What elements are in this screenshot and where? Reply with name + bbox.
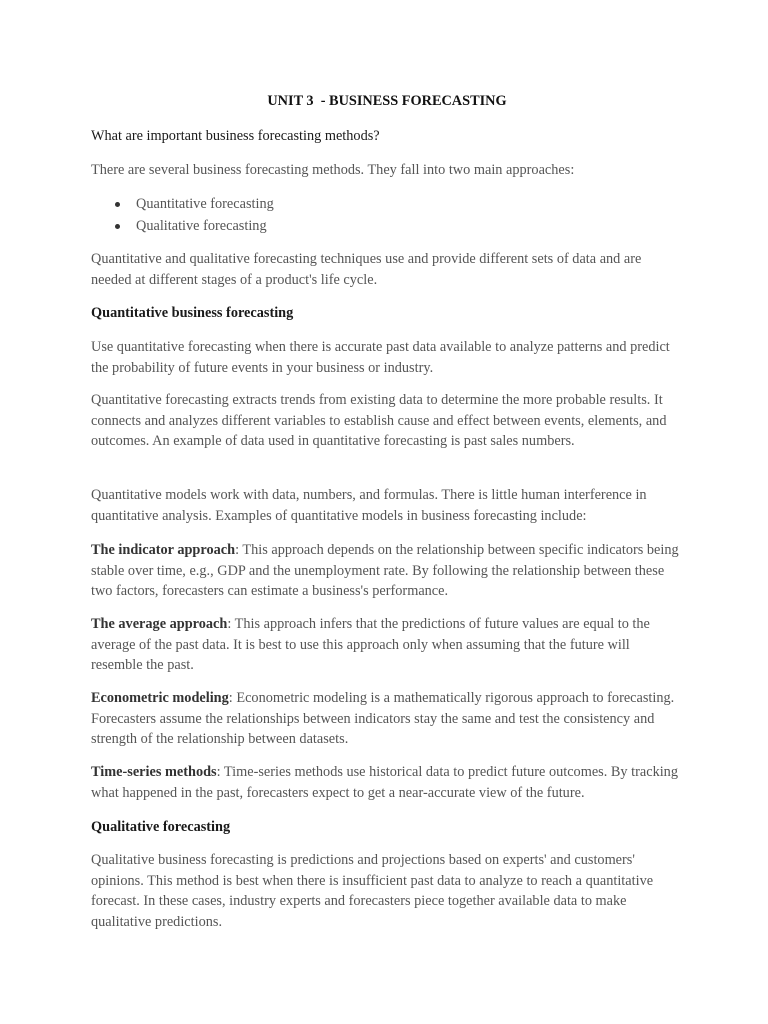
model-term: Time-series methods: [91, 764, 217, 780]
document-title: UNIT 3 - BUSINESS FORECASTING: [267, 93, 507, 109]
model-term: The average approach: [91, 616, 228, 632]
bullet-icon: [115, 224, 120, 229]
list-item: [91, 193, 274, 215]
model-average-approach: [91, 614, 683, 676]
quantitative-paragraph-1: Use quantitative forecasting when there is accurate past data available to analyze patterns and predict the probability of future events in your business or industry.: [91, 339, 670, 376]
intro-paragraph: There are several business forecasting methods. They fall into two main approaches:: [91, 162, 575, 178]
overview-paragraph: Quantitative and qualitative forecasting techniques use and provide different sets of data and are needed at different stages of a product's life cycle.: [91, 251, 642, 288]
model-indicator-approach: [91, 540, 683, 602]
list-item: [91, 215, 274, 237]
bullet-icon: [115, 202, 120, 207]
list-item-label: Qualitative forecasting: [136, 218, 267, 234]
question-heading: What are important business forecasting methods?: [91, 128, 380, 144]
quantitative-heading: Quantitative business forecasting: [91, 305, 294, 321]
model-description: : Time-series methods use historical data to predict future outcomes. By tracking what happened in the past, forecasters expect to get a near-accurate view of the future.: [91, 764, 678, 801]
quantitative-paragraph-3: Quantitative models work with data, numbers, and formulas. There is little human interference in quantitative analysis. Examples of quantitative models in business forecasting include:: [91, 487, 647, 524]
qualitative-paragraph-1: Qualitative business forecasting is predictions and projections based on experts' and customers' opinions. This method is best when there is insufficient past data to analyze to reach a quantitative forecast. In these cases, industry experts and forecasters piece together available data to make qualitative predictions.: [91, 852, 654, 930]
model-description: : This approach infers that the predictions of future values are equal to the average of the past data. It is best to use this approach only when assuming that the future will resemble the past.: [91, 616, 650, 674]
model-econometric-modeling: [91, 688, 683, 750]
model-description: : This approach depends on the relationship between specific indicators being stable over time, e.g., GDP and the unemployment rate. By following the relationship between these two factors, forecasters can estimate a business's performance.: [91, 542, 679, 600]
quantitative-paragraph-2: Quantitative forecasting extracts trends from existing data to determine the more probable results. It connects and analyzes different variables to establish cause and effect between events, elements, and outcomes. An example of data used in quantitative forecasting is past sales numbers.: [91, 392, 667, 450]
qualitative-heading: Qualitative forecasting: [91, 819, 231, 835]
model-description: : Econometric modeling is a mathematically rigorous approach to forecasting. Forecasters assume the relationships between indicators stay the same and test the consistency and strength of the relationship between datasets.: [91, 690, 675, 748]
model-term: The indicator approach: [91, 542, 236, 558]
approaches-list: [91, 193, 274, 237]
list-item-label: Quantitative forecasting: [136, 196, 274, 212]
model-term: Econometric modeling: [91, 690, 229, 706]
model-time-series-methods: [91, 762, 683, 803]
